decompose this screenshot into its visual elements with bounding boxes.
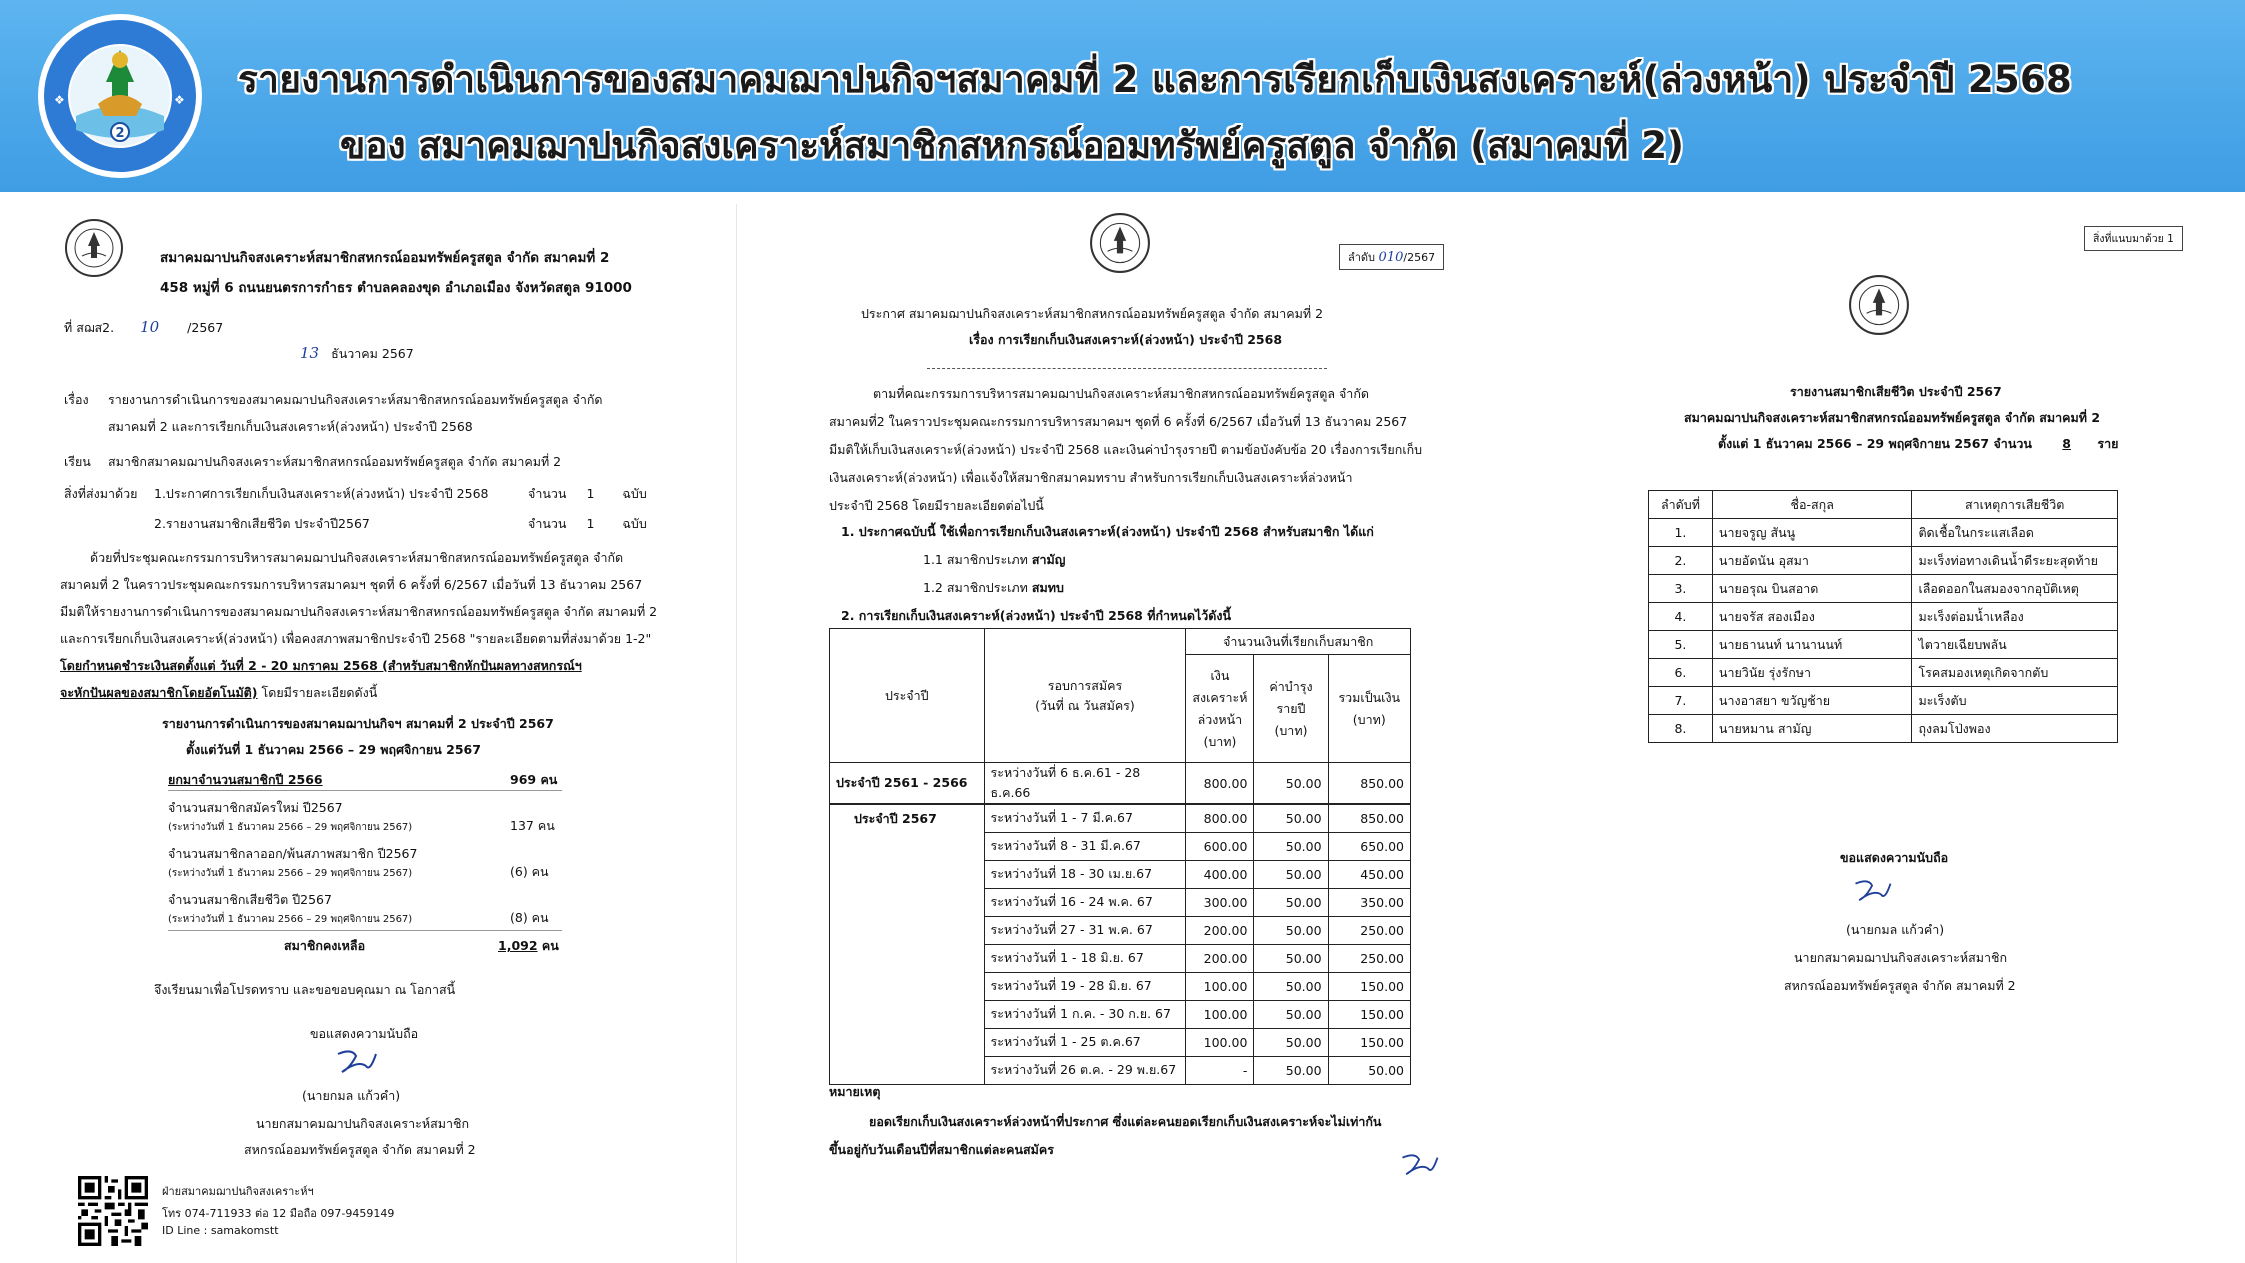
cell-round: ระหว่างวันที่ 26 ต.ค. - 29 พ.ย.67 [984, 1056, 1186, 1084]
cell-cause: ติดเชื้อในกระแสเลือด [1912, 519, 2118, 547]
table-row [830, 860, 1411, 888]
stat-new-value: 137 คน [510, 818, 555, 833]
body-line: และการเรียกเก็บเงินสงเคราะห์(ล่วงหน้า) เพื่อคงสภาพสมาชิกประจำปี 2568 "รายละเอียดตามที่ส่งมาด้วย 1-2" [60, 631, 652, 646]
stat-resign-sub: (ระหว่างวันที่ 1 ธันวาคม 2566 – 29 พฤศจิกายน 2567) [168, 868, 413, 879]
cell-cause: มะเร็งต่อมน้ำเหลือง [1912, 603, 2118, 631]
stat-dead-label: จำนวนสมาชิกเสียชีวิต ปี2567 [168, 892, 332, 907]
signer-name: (นายกมล แก้วคำ) [1846, 922, 1945, 937]
cell-adv: 100.00 [1186, 1028, 1254, 1056]
cell-name: นายวินัย รุ่งรักษา [1712, 659, 1912, 687]
regards-text: ขอแสดงความนับถือ [310, 1026, 419, 1041]
cell-total: 250.00 [1328, 944, 1410, 972]
cell-fee: 50.00 [1254, 1028, 1328, 1056]
announcement-heading: ประกาศ สมาคมฌาปนกิจสงเคราะห์สมาชิกสหกรณ์ออมทรัพย์ครูสตูล จำกัด สมาคมที่ 2 [861, 306, 1324, 321]
body-line: มีมติให้รายงานการดำเนินการของสมาคมฌาปนกิจสงเคราะห์สมาชิกสหกรณ์ออมทรัพย์ครูสตูล จำกัด สมาคมที่ 2 [60, 604, 658, 619]
stat-carry-value: 969 คน [510, 772, 558, 787]
cell-adv: 100.00 [1186, 972, 1254, 1000]
cell-adv: 100.00 [1186, 1000, 1254, 1028]
report-period: ตั้งแต่ 1 ธันวาคม 2566 – 29 พฤศจิกายน 2567 จำนวน 8 ราย [1718, 436, 2119, 451]
item-1: 1. ประกาศฉบับนี้ ใช้เพื่อการเรียกเก็บเงินสงเคราะห์(ล่วงหน้า) ประจำปี 2568 สำหรับสมาชิก ได้แก่ [841, 524, 1374, 539]
body-line: สมาคมที่ 2 ในคราวประชุมคณะกรรมการบริหารสมาคมฯ ชุดที่ 6 ครั้งที่ 6/2567 เมื่อวันที่ 13 ธันวาคม 2567 [60, 577, 643, 592]
signature-icon [1397, 1150, 1443, 1180]
th-cause: สาเหตุการเสียชีวิต [1912, 491, 2118, 519]
cell-no: 6. [1649, 659, 1713, 687]
stat-resign-value: (6) คน [510, 864, 549, 879]
enclosure-tag: สิ่งที่แนบมาด้วย 1 [2084, 226, 2183, 251]
note-line2: ขึ้นอยู่กับวันเดือนปีที่สมาชิกแต่ละคนสมัคร [829, 1142, 1054, 1157]
cell-year [830, 916, 985, 944]
letter-address: 458 หมู่ที่ 6 ถนนยนตรการกำธร ตำบลคลองขุด อำเภอเมือง จังหวัดสตูล 91000 [160, 280, 632, 296]
cell-fee: 50.00 [1254, 944, 1328, 972]
announcement-subject: เรื่อง การเรียกเก็บเงินสงเคราะห์(ล่วงหน้า) ประจำปี 2568 [969, 332, 1283, 347]
cell-no: 2. [1649, 547, 1713, 575]
signer-position1: นายกสมาคมฌาปนกิจสงเคราะห์สมาชิก [256, 1116, 470, 1131]
cell-cause: ไตวายเฉียบพลัน [1912, 631, 2118, 659]
doc-number: ที่ สฌส2. 10 /2567 [64, 318, 224, 336]
cell-name: นายอัดนัน อุสมา [1712, 547, 1912, 575]
table-row [1649, 715, 2118, 743]
table-row [830, 888, 1411, 916]
table-row [830, 916, 1411, 944]
banner-title-line2: ของ สมาคมฌาปนกิจสงเคราะห์สมาชิกสหกรณ์ออมทรัพย์ครูสตูล จำกัด (สมาคมที่ 2) [340, 124, 1684, 167]
doc-date: 13 ธันวาคม 2567 [300, 344, 414, 362]
cell-round: ระหว่างวันที่ 8 - 31 มี.ค.67 [984, 832, 1186, 860]
table-row [1649, 687, 2118, 715]
cell-name: นางอาสยา ขวัญช้าย [1712, 687, 1912, 715]
cell-fee: 50.00 [1254, 1056, 1328, 1084]
th-advance: เงิน สงเคราะห์ ล่วงหน้า (บาท) [1186, 655, 1254, 763]
cell-total: 350.00 [1328, 888, 1410, 916]
table-row [830, 1000, 1411, 1028]
table-row [830, 804, 1411, 832]
divider [168, 930, 562, 931]
th-no: ลำดับที่ [1649, 491, 1713, 519]
report-seal-icon [1848, 274, 1910, 336]
fee-schedule-table [829, 628, 1411, 1085]
table-row [1649, 519, 2118, 547]
svg-text:❖: ❖ [54, 93, 65, 107]
cell-year [830, 1000, 985, 1028]
cell-name: นายอรุณ บินสอาด [1712, 575, 1912, 603]
divider [168, 790, 562, 791]
stat-new-sub: (ระหว่างวันที่ 1 ธันวาคม 2566 – 29 พฤศจิกายน 2567) [168, 822, 413, 833]
report-title: รายงานการดำเนินการของสมาคมฌาปนกิจฯ สมาคมที่ 2 ประจำปี 2567 [162, 716, 554, 731]
stat-resign-label: จำนวนสมาชิกลาออก/พ้นสภาพสมาชิก ปี2567 [168, 846, 418, 861]
para-line: ประจำปี 2568 โดยมีรายละเอียดต่อไปนี้ [829, 498, 1044, 513]
table-row [1649, 547, 2118, 575]
qr-code-icon [78, 1176, 148, 1246]
cell-adv: - [1186, 1056, 1254, 1084]
cell-cause: มะเร็งท่อทางเดินน้ำดีระยะสุดท้าย [1912, 547, 2118, 575]
divider [927, 368, 1327, 370]
announcement-seal-icon [1089, 212, 1151, 274]
cell-cause: ถุงลมโป่งพอง [1912, 715, 2118, 743]
cell-year: ประจำปี 2561 - 2566 [830, 763, 985, 805]
body-line: ด้วยที่ประชุมคณะกรรมการบริหารสมาคมฌาปนกิจสงเคราะห์สมาชิกสหกรณ์ออมทรัพย์ครูสตูล จำกัด [90, 550, 624, 565]
cell-year [830, 944, 985, 972]
th-round: รอบการสมัคร (วันที่ ณ วันสมัคร) [984, 629, 1186, 763]
stat-carry-label: ยกมาจำนวนสมาชิกปี 2566 [168, 772, 323, 787]
subject-line2: สมาคมที่ 2 และการเรียกเก็บเงินสงเคราะห์(ล่วงหน้า) ประจำปี 2568 [108, 419, 473, 434]
cell-adv: 200.00 [1186, 916, 1254, 944]
cell-year [830, 972, 985, 1000]
svg-text:❖: ❖ [174, 93, 185, 107]
page-announcement [736, 204, 1511, 1263]
signer-position2: สหกรณ์ออมทรัพย์ครูสตูล จำกัด สมาคมที่ 2 [244, 1142, 476, 1157]
enclosure-1-text: 1.ประกาศการเรียกเก็บเงินสงเคราะห์(ล่วงหน้า) ประจำปี 2568 [154, 486, 489, 501]
cell-no: 3. [1649, 575, 1713, 603]
signer-position2: สหกรณ์ออมทรัพย์ครูสตูล จำกัด สมาคมที่ 2 [1784, 978, 2016, 993]
para-line: สมาคมที่2 ในคราวประชุมคณะกรรมการบริหารสมาคมฯ ชุดที่ 6 ครั้งที่ 6/2567 เมื่อวันที่ 13 ธันวาคม 2567 [829, 414, 1408, 429]
cell-year [830, 1056, 985, 1084]
cell-fee: 50.00 [1254, 763, 1328, 805]
table-row [830, 1028, 1411, 1056]
signature-icon [332, 1046, 382, 1078]
cell-no: 1. [1649, 519, 1713, 547]
subject-line1: รายงานการดำเนินการของสมาคมฌาปนกิจสงเคราะห์สมาชิกสหกรณ์ออมทรัพย์ครูสตูล จำกัด [108, 392, 603, 407]
regards-text: ขอแสดงความนับถือ [1840, 850, 1949, 865]
cell-round: ระหว่างวันที่ 19 - 28 มิ.ย. 67 [984, 972, 1186, 1000]
to-label: เรียน [64, 454, 91, 469]
signer-position1: นายกสมาคมฌาปนกิจสงเคราะห์สมาชิก [1794, 950, 2008, 965]
cell-total: 450.00 [1328, 860, 1410, 888]
to-text: สมาชิกสมาคมฌาปนกิจสงเคราะห์สมาชิกสหกรณ์ออมทรัพย์ครูสตูล จำกัด สมาคมที่ 2 [108, 454, 562, 469]
footer-line-id: ID Line : samakomstt [162, 1224, 279, 1237]
th-amount-group: จำนวนเงินที่เรียกเก็บสมาชิก [1186, 629, 1411, 655]
note-line1: ยอดเรียกเก็บเงินสงเคราะห์ล่วงหน้าที่ประกาศ ซึ่งแต่ละคนยอดเรียกเก็บเงินสงเคราะห์จะไม่เท่ากัน [869, 1114, 1382, 1129]
cell-cause: เลือดออกในสมองจากอุบัติเหตุ [1912, 575, 2118, 603]
page-deceased-report [1510, 204, 2245, 1263]
report-period: ตั้งแต่วันที่ 1 ธันวาคม 2566 – 29 พฤศจิกายน 2567 [186, 742, 481, 757]
page-letter [0, 204, 730, 1263]
enclosure-1-qty: จำนวน 1 ฉบับ [528, 486, 647, 501]
association-logo [36, 12, 204, 180]
table-row [830, 1056, 1411, 1084]
stat-dead-value: (8) คน [510, 910, 549, 925]
para-line: เงินสงเคราะห์(ล่วงหน้า) เพื่อแจ้งให้สมาชิกสมาคมทราบ สำหรับการเรียกเก็บเงินสงเคราะห์ล่วงหน้า [829, 470, 1353, 485]
cell-total: 150.00 [1328, 972, 1410, 1000]
cell-total: 250.00 [1328, 916, 1410, 944]
item-1-2: 1.2 สมาชิกประเภท สมทบ [923, 580, 1064, 595]
letterhead-seal-icon [64, 218, 124, 278]
stat-new-label: จำนวนสมาชิกสมัครใหม่ ปี2567 [168, 800, 343, 815]
report-org: สมาคมฌาปนกิจสงเคราะห์สมาชิกสหกรณ์ออมทรัพย์ครูสตูล จำกัด สมาคมที่ 2 [1684, 410, 2101, 425]
cell-total: 150.00 [1328, 1028, 1410, 1056]
cell-adv: 800.00 [1186, 763, 1254, 805]
table-row [830, 972, 1411, 1000]
cell-fee: 50.00 [1254, 860, 1328, 888]
cell-fee: 50.00 [1254, 916, 1328, 944]
table-row [1649, 659, 2118, 687]
table-row [1649, 575, 2118, 603]
cell-adv: 300.00 [1186, 888, 1254, 916]
svg-text:2: 2 [115, 126, 125, 141]
cell-total: 850.00 [1328, 763, 1410, 805]
table-row [1649, 603, 2118, 631]
footer-phone: โทร 074-711933 ต่อ 12 มือถือ 097-9459149 [162, 1207, 395, 1220]
cell-round: ระหว่างวันที่ 6 ธ.ค.61 - 28 ธ.ค.66 [984, 763, 1186, 805]
deceased-table [1648, 490, 2118, 743]
cell-name: นายหมาน สามัญ [1712, 715, 1912, 743]
signature-icon [1850, 876, 1896, 906]
payment-deadline-line1: โดยกำหนดชำระเงินสดตั้งแต่ วันที่ 2 - 20 มกราคม 2568 (สำหรับสมาชิกหักปันผลทางสหกรณ์ฯ [60, 658, 582, 673]
stat-remain-label: สมาชิกคงเหลือ [284, 938, 366, 953]
cell-round: ระหว่างวันที่ 1 ก.ค. - 30 ก.ย. 67 [984, 1000, 1186, 1028]
cell-year [830, 1028, 985, 1056]
cell-round: ระหว่างวันที่ 1 - 18 มิ.ย. 67 [984, 944, 1186, 972]
payment-deadline-line2: จะหักปันผลของสมาชิกโดยอัตโนมัติ) โดยมีรายละเอียดดังนี้ [60, 685, 378, 700]
letter-org-name: สมาคมฌาปนกิจสงเคราะห์สมาชิกสหกรณ์ออมทรัพย์ครูสตูล จำกัด สมาคมที่ 2 [160, 250, 610, 266]
cell-round: ระหว่างวันที่ 1 - 25 ต.ค.67 [984, 1028, 1186, 1056]
header-banner [0, 0, 2245, 192]
cell-year [830, 888, 985, 916]
cell-round: ระหว่างวันที่ 18 - 30 เม.ย.67 [984, 860, 1186, 888]
item-2: 2. การเรียกเก็บเงินสงเคราะห์(ล่วงหน้า) ประจำปี 2568 ที่กำหนดไว้ดังนี้ [841, 608, 1232, 623]
table-row [830, 832, 1411, 860]
cell-adv: 800.00 [1186, 804, 1254, 832]
cell-no: 5. [1649, 631, 1713, 659]
th-annual-fee: ค่าบำรุง รายปี (บาท) [1254, 655, 1328, 763]
cell-total: 850.00 [1328, 804, 1410, 832]
cell-round: ระหว่างวันที่ 27 - 31 พ.ค. 67 [984, 916, 1186, 944]
cell-name: นายจรูญ สันนู [1712, 519, 1912, 547]
cell-cause: มะเร็งตับ [1912, 687, 2118, 715]
cell-no: 8. [1649, 715, 1713, 743]
cell-fee: 50.00 [1254, 1000, 1328, 1028]
th-year: ประจำปี [830, 629, 985, 763]
cell-total: 150.00 [1328, 1000, 1410, 1028]
cell-year [830, 832, 985, 860]
cell-round: ระหว่างวันที่ 1 - 7 มี.ค.67 [984, 804, 1186, 832]
cell-fee: 50.00 [1254, 972, 1328, 1000]
cell-adv: 200.00 [1186, 944, 1254, 972]
cell-total: 50.00 [1328, 1056, 1410, 1084]
sequence-number-box: ลำดับ 010/2567 [1339, 244, 1444, 270]
table-row [830, 944, 1411, 972]
para-line: มีมติให้เก็บเงินสงเคราะห์(ล่วงหน้า) ประจำปี 2568 และเงินค่าบำรุงรายปี ตามข้อบังคับข้อ 20 เรื่องการเรียกเก็บ [829, 442, 1423, 457]
subject-label: เรื่อง [64, 392, 89, 407]
cell-fee: 50.00 [1254, 832, 1328, 860]
para-line: ตามที่คณะกรรมการบริหารสมาคมฌาปนกิจสงเคราะห์สมาชิกสหกรณ์ออมทรัพย์ครูสตูล จำกัด [873, 386, 1370, 401]
table-row [830, 763, 1411, 805]
cell-round: ระหว่างวันที่ 16 - 24 พ.ค. 67 [984, 888, 1186, 916]
banner-title-line1: รายงานการดำเนินการของสมาคมฌาปนกิจฯสมาคมที่ 2 และการเรียกเก็บเงินสงเคราะห์(ล่วงหน้า) ประจำปี 2568 [238, 58, 2073, 101]
cell-name: นายธานนท์ นานานนท์ [1712, 631, 1912, 659]
report-title: รายงานสมาชิกเสียชีวิต ประจำปี 2567 [1790, 384, 2002, 399]
note-label: หมายเหตุ [829, 1084, 881, 1099]
cell-adv: 400.00 [1186, 860, 1254, 888]
cell-no: 4. [1649, 603, 1713, 631]
footer-dept: ฝ่ายสมาคมฌาปนกิจสงเคราะห์ฯ [162, 1185, 314, 1198]
stat-remain-value: 1,092 คน [498, 938, 559, 953]
cell-year [830, 860, 985, 888]
closing-text: จึงเรียนมาเพื่อโปรดทราบ และขอขอบคุณมา ณ โอกาสนี้ [154, 982, 456, 997]
cell-no: 7. [1649, 687, 1713, 715]
enclosure-2-qty: จำนวน 1 ฉบับ [528, 516, 647, 531]
cell-name: นายจรัส สองเมือง [1712, 603, 1912, 631]
cell-cause: โรคสมองเหตุเกิดจากตับ [1912, 659, 2118, 687]
enclosure-2-text: 2.รายงานสมาชิกเสียชีวิต ประจำปี2567 [154, 516, 370, 531]
th-name: ชื่อ-สกุล [1712, 491, 1912, 519]
table-row [1649, 631, 2118, 659]
signer-name: (นายกมล แก้วคำ) [302, 1088, 401, 1103]
cell-fee: 50.00 [1254, 804, 1328, 832]
cell-adv: 600.00 [1186, 832, 1254, 860]
cell-year: ประจำปี 2567 [830, 804, 985, 832]
th-total: รวมเป็นเงิน (บาท) [1328, 655, 1410, 763]
cell-total: 650.00 [1328, 832, 1410, 860]
item-1-1: 1.1 สมาชิกประเภท สามัญ [923, 552, 1066, 567]
enclosure-label: สิ่งที่ส่งมาด้วย [64, 486, 138, 501]
stat-dead-sub: (ระหว่างวันที่ 1 ธันวาคม 2566 – 29 พฤศจิกายน 2567) [168, 914, 413, 925]
cell-fee: 50.00 [1254, 888, 1328, 916]
